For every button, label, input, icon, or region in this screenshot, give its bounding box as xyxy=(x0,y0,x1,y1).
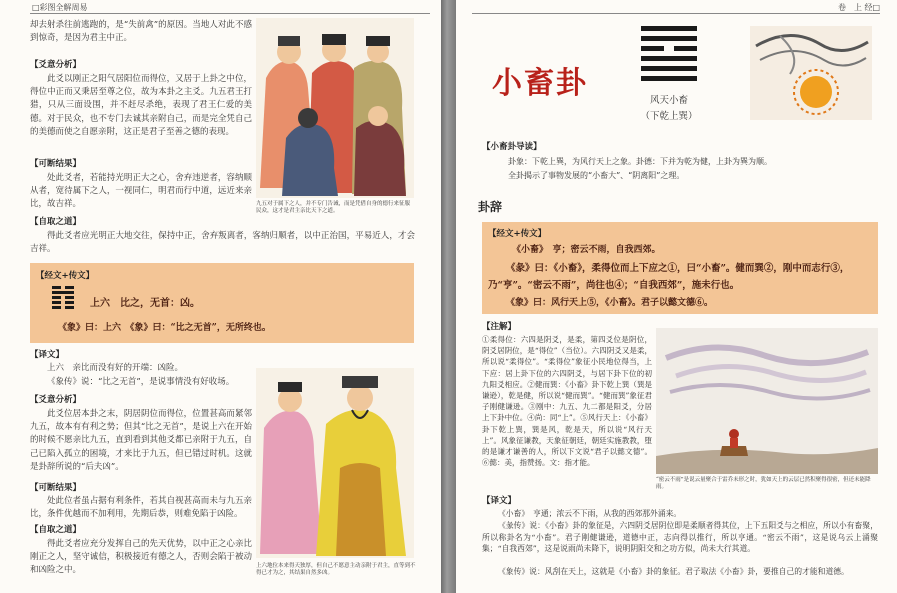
section-heading: 【爻意分析】 xyxy=(30,60,82,70)
page-title: 小畜卦 xyxy=(492,66,588,101)
intro-paragraph: 却去射杀往前逃跑的，是“失前禽”的原因。当地人对此不感到惊奇，是因为君主中正。 xyxy=(30,20,252,44)
approach-paragraph: 得此爻者应充分发挥自己的先天优势，以中正之心亲比刚正之人，坚守诚信，积极接近有德之人，否则会陷于被动和凶险之中。 xyxy=(30,539,252,576)
guide-line: 全卦揭示了事物发展的“小畜大”、“阴离阳”之理。 xyxy=(508,171,685,180)
section-heading: 【注解】 xyxy=(482,322,517,332)
translation-paragraph: 《彖传》说：《小畜》卦的象征是，六四阴爻居阴位即是柔顺者得其位，上下五阳爻与之相应，所以小有畜聚，所以称卦名为“小畜”。君子刚健谦逊，道德中正，志向得以推行，所以亨通。“密云不雨”，这是说乌云上涌聚集；“自我西郊”，这是说雨尚未降下，说明阴阳交和之功方似，尚未大行其道。 xyxy=(482,521,878,553)
section-heading: 【自取之道】 xyxy=(30,525,82,535)
running-head: 卷 上 经□ xyxy=(838,3,881,12)
result-paragraph: 处此位者虽占据有利条件，若其自视甚高而未与九五亲比，条件优越而不加利用，先期后恭，则难免陷于凶险。 xyxy=(30,496,252,520)
translation-line: 《象传》说：风刮在天上，这就是《小畜》卦的象征。君子取法《小畜》卦，要推自己的才能和道德。 xyxy=(498,567,849,576)
translation-line: 《象传》说：“比之无首”，是说事情没有好收场。 xyxy=(47,377,235,387)
illustration-caption: “密云不雨”是说云量聚合于雷乔未形之时，犹如天上的云层已然积聚得很密，但还未能降雨。 xyxy=(656,477,871,490)
translation-line: 上六 亲比而没有好的开端：凶险。 xyxy=(47,363,184,373)
section-title: 卦辞 xyxy=(478,200,503,214)
box-label: 【经文+传文】 xyxy=(36,271,95,281)
scripture-box xyxy=(482,222,878,314)
section-heading: 【自取之道】 xyxy=(30,217,82,227)
ruler-illustration xyxy=(256,368,414,558)
scripture-line: 上六 比之，无首：凶。 xyxy=(90,298,200,309)
analysis-paragraph: 此爻以刚正之阳气居阳位而得位，又居于上卦之中位，得位中正而又秉居至尊之位，故为本卦之主爻。九五君王打猎，只从三面设围，并不赶尽杀绝，表现了君王仁爱的美德。对于民众，也不专门去诚其亲附自己，而是完全凭自己的美德而使之自愿亲附，这正是君子至善之德的表现。 xyxy=(30,74,252,137)
scripture-line: 《小畜》 亨；密云不雨，自我西郊。 xyxy=(512,245,661,255)
right-page xyxy=(456,0,897,593)
illustration-caption: 九五对于属下之人，并不专门告诫，而是凭借自身的德行来征服民众，这才是君主亲比天下之道。 xyxy=(256,201,411,214)
translation-line: 《小畜》 亨通；浓云不下雨，从我的西郊那外涌来。 xyxy=(498,509,682,518)
top-rule xyxy=(472,13,880,14)
section-heading: 【爻意分析】 xyxy=(30,395,82,405)
result-paragraph: 处此爻者，若能持光明正大之心，舍弃违逆者，容纳顺从者，宽待属下之人，一视同仁，明君而行中道，远近来亲比，故吉祥。 xyxy=(30,173,252,210)
image-commentary-line: 《象》曰：风行天上⑤，《小畜》。君子以懿文德⑥。 xyxy=(506,298,714,308)
illustration-caption: 上六地位本来得天独厚，但自己不愿意主动亲附于君主，直等到不得已才为之，其结果自然多凶。 xyxy=(256,563,416,576)
running-head: □彩图全解周易 xyxy=(32,3,88,12)
section-heading: 【可断结果】 xyxy=(30,483,82,493)
box-label: 【经文+传文】 xyxy=(488,229,547,239)
hexagram-name: 风天小畜 xyxy=(649,95,688,106)
officials-illustration xyxy=(256,18,414,198)
notes-paragraph: ①柔得位：六四是阴爻，是柔，第四爻位是阴位，阴爻居阴位，是“得位”（当位）。六四阴爻又是柔，所以说“柔得位”。“柔得位”象征小民地位得当，上下应：居上卦下位的六四阴爻，与居下卦下位的初九阳爻相应。②健而巽：《小畜》卦下乾上巽（巽是谦逊），乾是健，所以说“健而巽”。“健而巽”象征君子刚健谦逊。③刚中：九五、九二都是阳爻，分居上下卦中位。④尚：同“上”。⑤风行天上：《小畜》卦下乾上巽，巽是风，乾是天，所以说“风行天上”。风象征谦教，天象征朝廷，朝廷实施教教，堕的是谦才谦善的人，所以下文说“君子以懿文德”。⑥懿：美，指赞扬。文：指才能。 xyxy=(482,335,652,468)
left-page xyxy=(0,0,441,593)
guide-line: 卦象：下乾上巽，为风行天上之象。卦德：下并为乾为健，上卦为巽为顺。 xyxy=(508,157,772,166)
commentary-line: 《象》曰：上六 《象》曰：“比之无首”，无所终也。 xyxy=(58,323,271,333)
top-rule xyxy=(30,13,430,14)
hexagram-icon xyxy=(641,26,697,80)
analysis-paragraph: 此爻位居本卦之末，阴居阴位而得位，位置甚高而紧邻九五，故本有有利之势；但其“比之无首”，是说上六在开始的时候不愿亲比九五，直到看到其他爻都已亲附于九五，自己已陷入孤立的困境，才来比于九五，但已错过时机。这就是卦辞所说的“后夫凶”。 xyxy=(30,409,252,472)
section-heading: 【译文】 xyxy=(30,350,65,360)
section-heading: 【小畜卦导读】 xyxy=(482,142,542,152)
commentary-paragraph: 《彖》曰：《小畜》，柔得位而上下应之①，曰“小畜”。健而巽②，刚中而志行③，乃“亨”。“密云不雨”，尚往也④；“自我西郊”，施未行也。 xyxy=(488,263,850,291)
section-heading: 【可断结果】 xyxy=(30,159,82,169)
hexagram-line-icon xyxy=(52,286,74,310)
approach-paragraph: 得此爻者应光明正大地交往，保持中正，舍弃叛离者，客纳归顺者，以中正治国，平易近人，才会吉祥。 xyxy=(30,231,415,255)
book-gutter xyxy=(441,0,456,593)
clouds-rider-illustration xyxy=(656,328,878,474)
hexagram-structure: （下乾上巽） xyxy=(640,111,698,122)
section-heading: 【译文】 xyxy=(482,496,517,506)
scripture-box xyxy=(30,263,414,343)
wind-sun-illustration xyxy=(750,26,872,120)
